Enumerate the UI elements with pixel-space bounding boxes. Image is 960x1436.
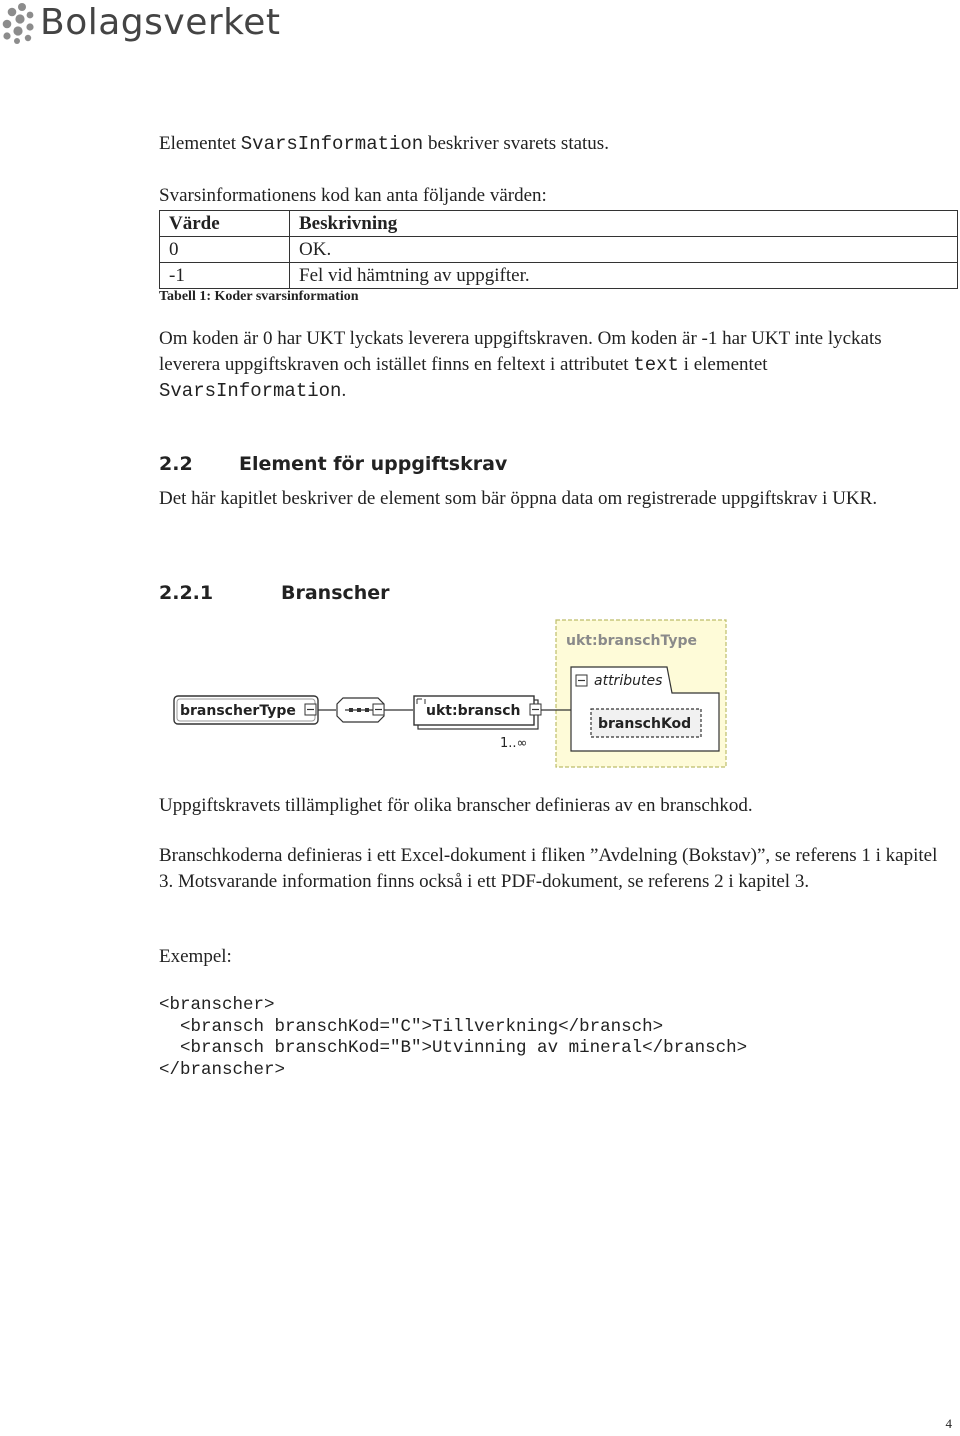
table-cell: Fel vid hämtning av uppgifter. xyxy=(290,263,958,289)
bolagsverket-logo xyxy=(0,0,300,46)
intro-prefix: Elementet xyxy=(159,133,241,154)
status-text-before: Om koden är 0 har UKT lyckats leverera uppgiftskraven. Om koden är -1 har UKT inte lyckats leverera uppgiftskraven och istället finns en feltext i attributet xyxy=(159,328,882,375)
status-text-middle: i elementet xyxy=(678,354,768,375)
table-cell: OK. xyxy=(290,237,958,263)
attribute-name: branschKod xyxy=(598,716,692,732)
logo-dots-icon xyxy=(0,2,36,44)
schema-diagram xyxy=(160,615,740,775)
status-element-name: SvarsInformation xyxy=(159,380,342,402)
section-number: 2.2 xyxy=(159,453,193,475)
code-line: <bransch branschKod="B">Utvinning av mineral</bransch> xyxy=(159,1038,748,1058)
section-title: Branscher xyxy=(281,582,390,604)
codes-table xyxy=(159,210,958,289)
table-row xyxy=(160,237,958,263)
example-label: Exempel: xyxy=(159,946,232,967)
attributes-label: attributes xyxy=(594,673,663,689)
code-line: <bransch branschKod="C">Tillverkning</bransch> xyxy=(159,1016,664,1037)
root-element-name: branscherType xyxy=(180,703,296,719)
child-element-box xyxy=(414,696,541,751)
table-header-value: Värde xyxy=(160,211,290,237)
intro-suffix: beskriver svarets status. xyxy=(423,133,609,154)
table-header-description: Beskrivning xyxy=(290,211,958,237)
table-cell: -1 xyxy=(160,263,290,289)
section-title: Element för uppgiftskrav xyxy=(239,453,508,475)
codes-paragraph: Branschkoderna definieras i ett Excel-dokument i fliken ”Avdelning (Bokstav)”, se referens 1 i kapitel 3. Motsvarande information finns också i ett PDF-dokument, se referens 2 i kapitel 3. xyxy=(159,845,938,892)
status-text-end: . xyxy=(341,380,347,401)
table-row xyxy=(160,263,958,289)
logo-text: Bolagsverket xyxy=(40,2,281,43)
table-caption: Tabell 1: Koder svarsinformation xyxy=(159,289,359,304)
table-cell: 0 xyxy=(160,237,290,263)
code-line: </branscher> xyxy=(159,1059,286,1080)
page-number: 4 xyxy=(945,1416,952,1431)
section-heading-2-2-1 xyxy=(159,582,390,604)
root-element-box xyxy=(174,696,318,724)
cardinality-label: 1..∞ xyxy=(500,736,528,751)
example-code-block xyxy=(159,995,747,1081)
section-heading-2-2 xyxy=(159,453,507,475)
code-line: <branscher> xyxy=(159,995,275,1015)
applicability-paragraph: Uppgiftskravets tillämplighet för olika branscher definieras av en branschkod. xyxy=(159,795,753,816)
codes-intro: Svarsinformationens kod kan anta följande värden: xyxy=(159,185,547,206)
sequence-compositor-icon xyxy=(337,698,384,722)
type-name-label: ukt:branschType xyxy=(566,633,698,649)
table-header-row xyxy=(160,211,958,237)
status-paragraph xyxy=(159,326,939,404)
status-attr-name: text xyxy=(633,354,679,376)
section-2-2-body: Det här kapitlet beskriver de element som bär öppna data om registrerade uppgiftskrav i UKR. xyxy=(159,488,878,509)
attribute-bransch-kod xyxy=(591,709,701,737)
intro-element-name: SvarsInformation xyxy=(240,133,424,155)
child-element-name: ukt:bransch xyxy=(426,703,521,719)
intro-paragraph xyxy=(159,131,939,157)
section-number: 2.2.1 xyxy=(159,582,214,604)
